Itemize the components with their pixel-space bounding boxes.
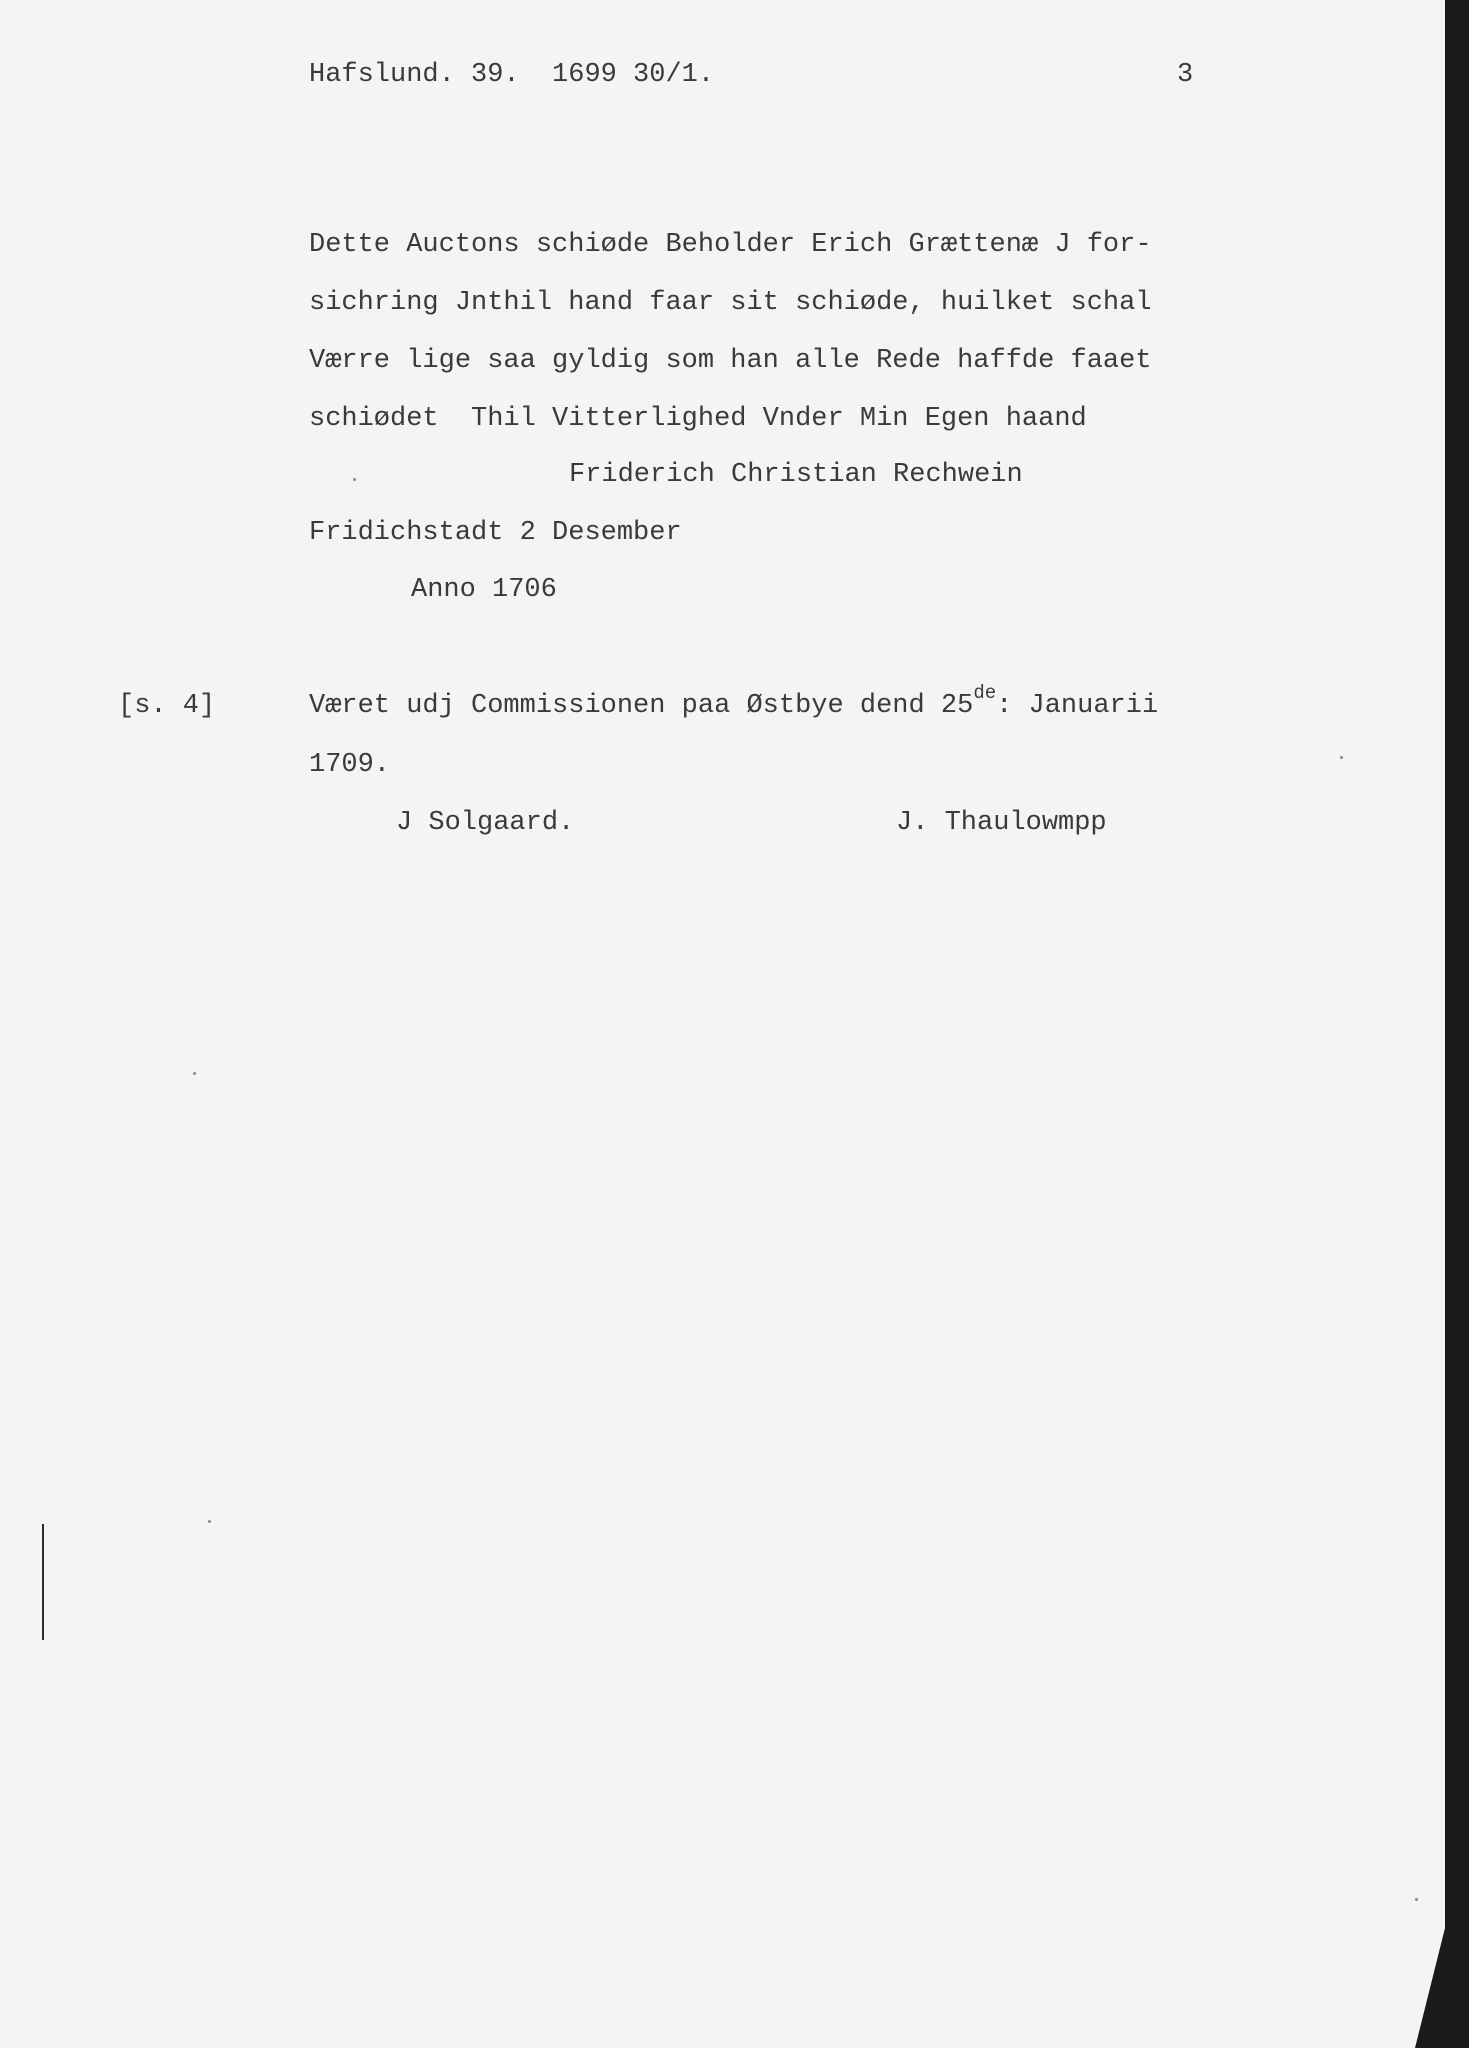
- signer-right: J. Thaulowmpp: [896, 808, 1107, 838]
- margin-page-ref: [s. 4]: [118, 691, 216, 721]
- page-corner-shadow: [1415, 1928, 1445, 2048]
- commission-month: : Januarii: [996, 691, 1159, 721]
- ink-speck: [208, 1520, 211, 1523]
- commission-year: 1709.: [309, 750, 391, 780]
- page-header: Hafslund. 39. 1699 30/1.: [309, 60, 715, 90]
- margin-mark: [42, 1524, 44, 1640]
- signature-name: Friderich Christian Rechwein: [569, 460, 1023, 490]
- commission-superscript: de: [973, 682, 997, 704]
- body-line: sichring Jnthil hand faar sit schiøde, huilket schal: [309, 288, 1152, 318]
- ink-speck: [1415, 1898, 1418, 1901]
- ink-speck: [353, 478, 356, 481]
- anno-year: Anno 1706: [411, 575, 557, 605]
- body-line: schiødet Thil Vitterlighed Vnder Min Egen haand: [309, 404, 1087, 434]
- body-line: Dette Auctons schiøde Beholder Erich Grættenæ J for-: [309, 230, 1152, 260]
- ink-speck: [193, 1072, 196, 1075]
- ink-speck: [1340, 756, 1343, 759]
- commission-text: Været udj Commissionen paa Østbye dend 25: [309, 691, 974, 721]
- signer-left: J Solgaard.: [396, 808, 575, 838]
- body-line: Værre lige saa gyldig som han alle Rede haffde faaet: [309, 346, 1152, 376]
- place-date: Fridichstadt 2 Desember: [309, 518, 682, 548]
- page-number: 3: [1177, 60, 1194, 90]
- commission-line: [309, 682, 1159, 721]
